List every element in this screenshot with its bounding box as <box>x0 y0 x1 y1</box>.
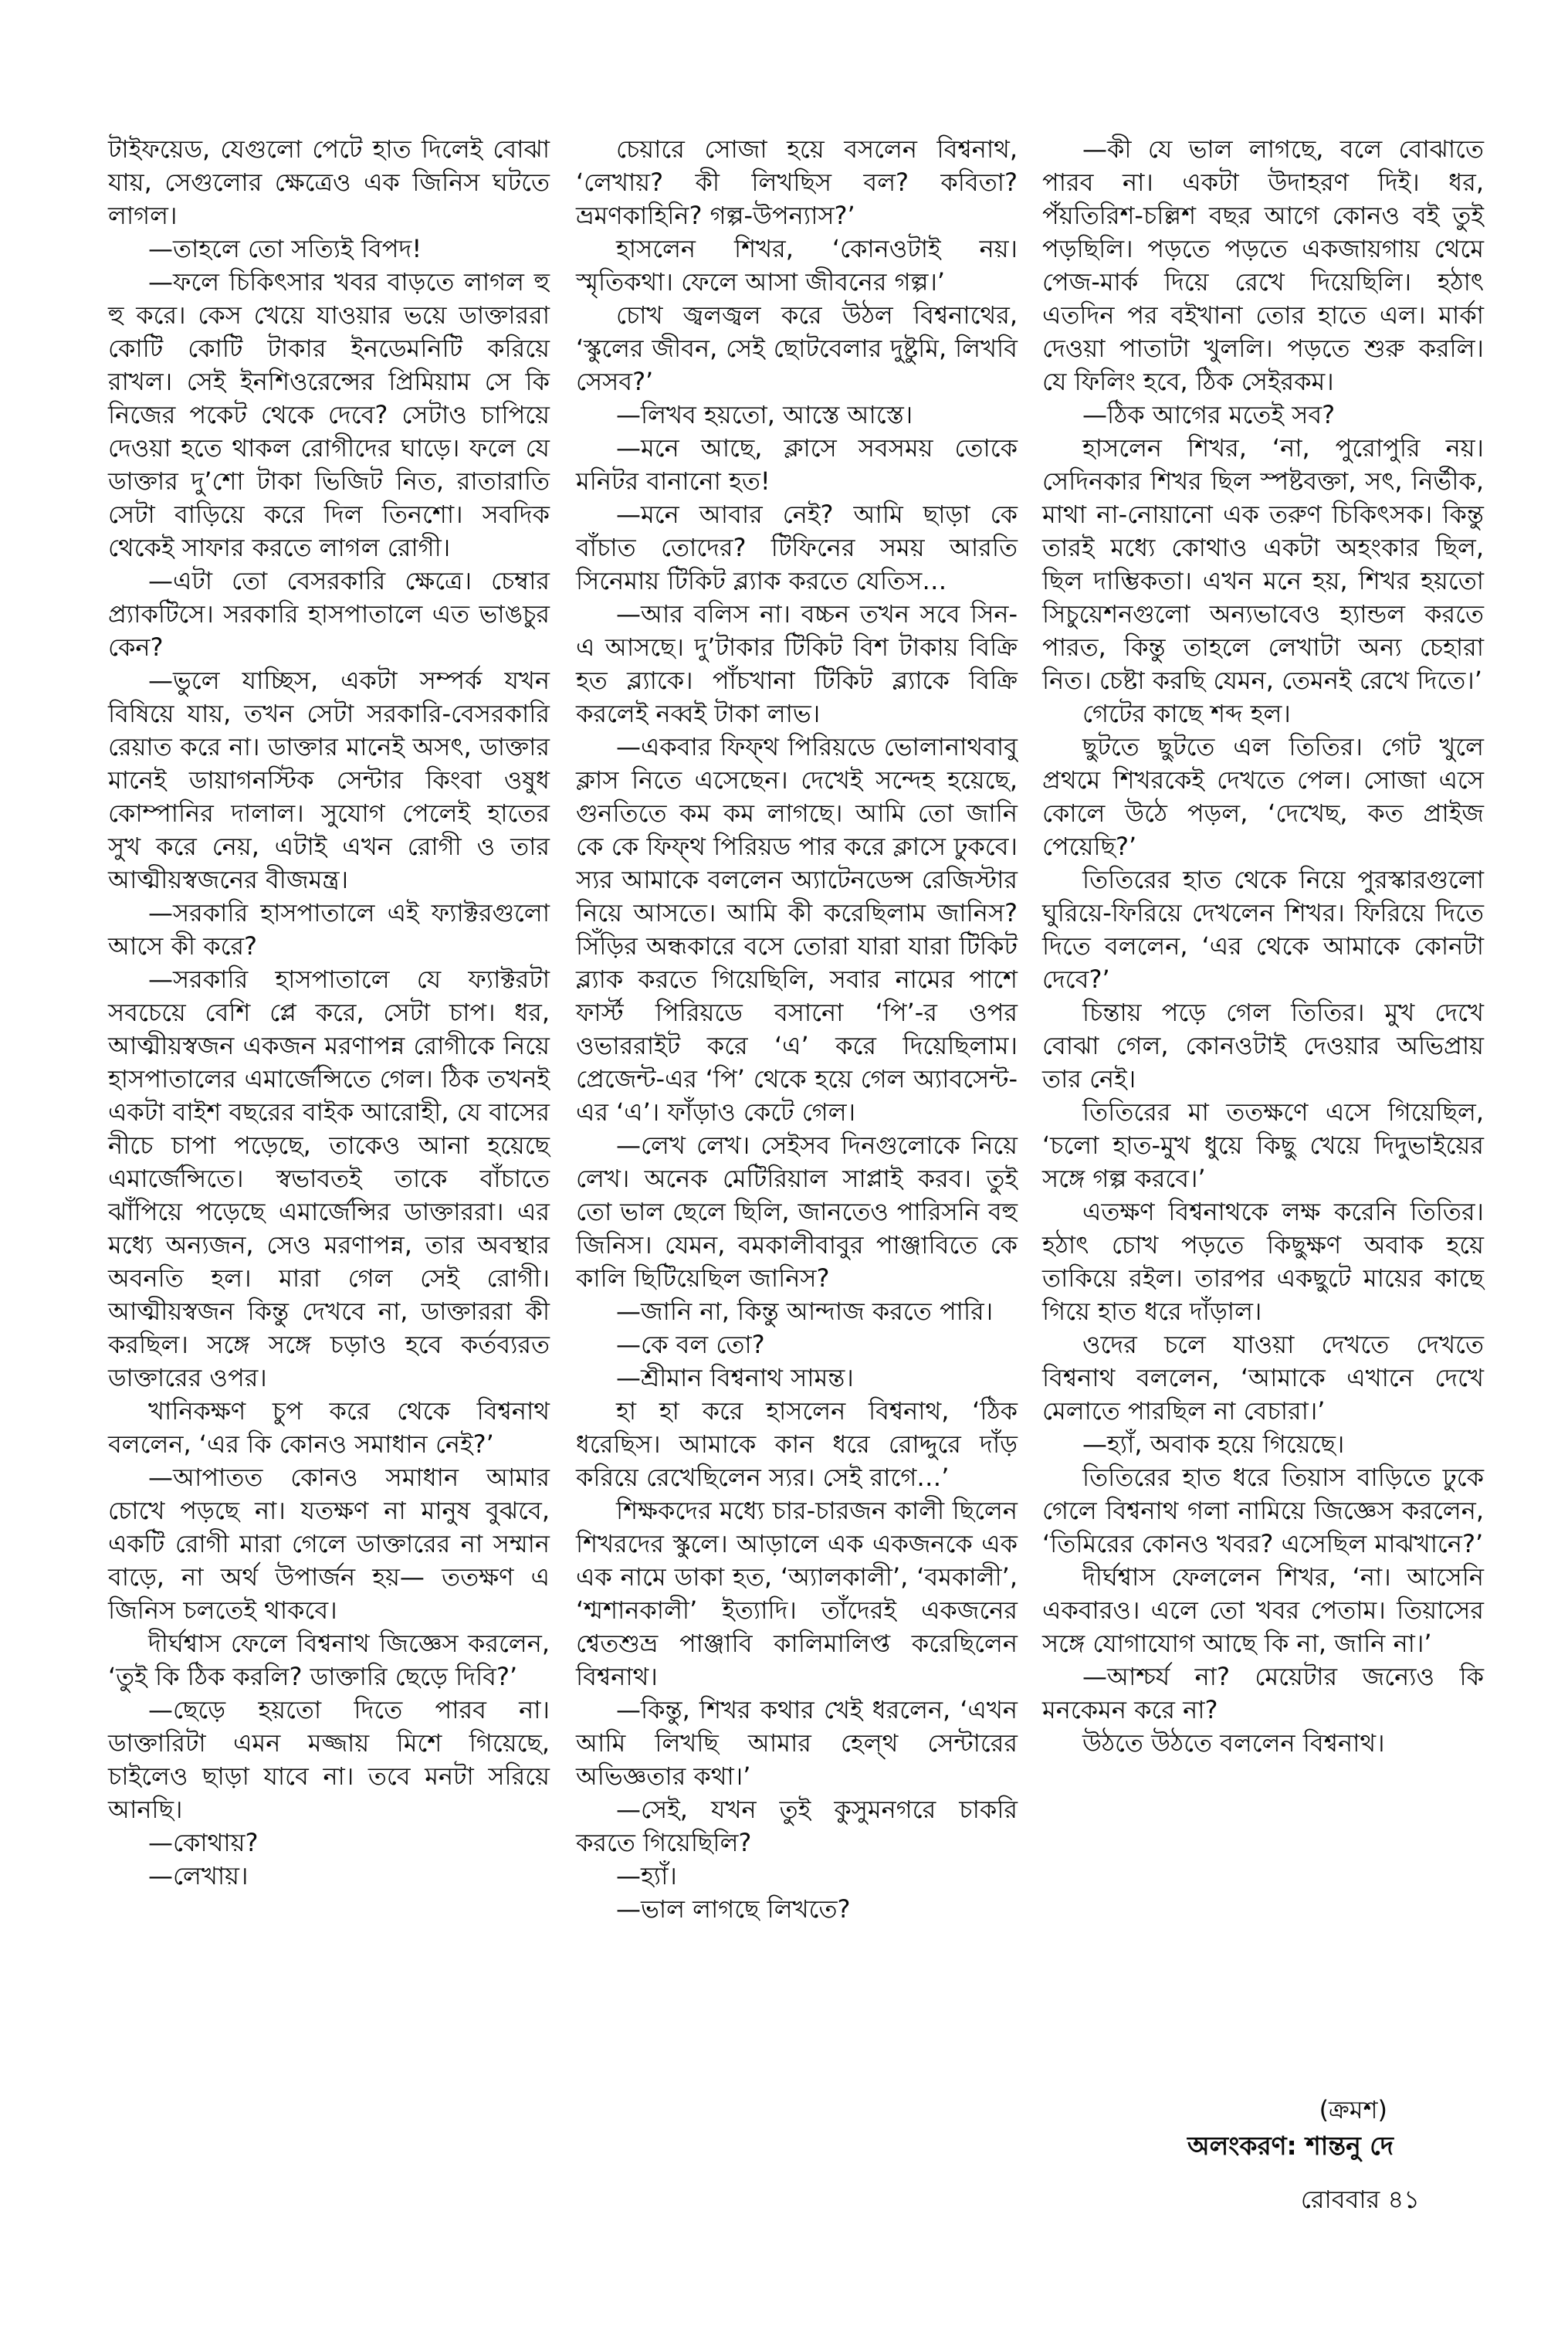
paragraph: —কে বল তো? <box>616 1330 765 1359</box>
paragraph: —ভুলে যাচ্ছিস, একটা সম্পর্ক যখন বিষিয়ে যায়, তখন সেটা সরকারি-বেসরকারি রেয়াত করে না। ডাক্তার মানেই অসৎ, ডাক্তার মানেই ডায়াগনস্টিক সেন্টার কিংবা ওষুধ কোম্পানির দালাল। সুযোগ পেলেই হাতের সুখ করে নেয়, এটাই এখন রোগী ও তার আত্মীয়স্বজনের বীজমন্ত্র। <box>108 666 550 894</box>
paragraph: —মনে আছে, ক্লাসে সবসময় তোকে মনিটর বানানো হত! <box>576 433 1018 496</box>
paragraph: —জানি না, কিন্তু আন্দাজ করতে পারি। <box>616 1297 994 1326</box>
paragraph: চোখ জ্বলজ্বল করে উঠল বিশ্বনাথের, ‘স্কুলের জীবন, সেই ছোটবেলার দুষ্টুমি, লিখবি সেসব?’ <box>576 300 1018 396</box>
paragraph: শিক্ষকদের মধ্যে চার-চারজন কালী ছিলেন শিখরদের স্কুলে। আড়ালে এক একজনকে এক এক নামে ডাকা হত, ‘অ্যালকালী’, ‘বমকালী’, ‘শ্মশানকালী’ ইত্যাদি। তাঁদেরই একজনের শ্বেতশুভ্র পাঞ্জাবি কালিমালিপ্ত করেছিলেন বিশ্বনাথ। <box>576 1496 1018 1691</box>
paragraph: এতক্ষণ বিশ্বনাথকে লক্ষ করেনি তিতির। হঠাৎ চোখ পড়তে কিছুক্ষণ অবাক হয়ে তাকিয়ে রইল। তারপর একছুটে মায়ের কাছে গিয়ে হাত ধরে দাঁড়াল। <box>1042 1197 1484 1326</box>
paragraph: —ফলে চিকিৎসার খবর বাড়তে লাগল হু হু করে। কেস খেয়ে যাওয়ার ভয়ে ডাক্তাররা কোটি কোটি টাকার ইনডেমনিটি করিয়ে রাখল। সেই ইনশিওরেন্সের প্রিমিয়াম সে কি নিজের পকেট থেকে দেবে? সেটাও চাপিয়ে দেওয়া হতে থাকল রোগীদের ঘাড়ে। ফলে যে ডাক্তার দু’শো টাকা ভিজিট নিত, রাতারাতি সেটা বাড়িয়ে করে দিল তিনশো। সবদিক থেকেই সাফার করতে লাগল রোগী। <box>108 267 550 562</box>
paragraph: —লেখ লেখ। সেইসব দিনগুলোকে নিয়ে লেখ। অনেক মেটিরিয়াল সাপ্লাই করব। তুই তো ভাল ছেলে ছিলি, জানতেও পারিসনি বহু জিনিস। যেমন, বমকালীবাবুর পাঞ্জাবিতে কে কালি ছিটিয়েছিল জানিস? <box>576 1131 1018 1293</box>
paragraph: হাসলেন শিখর, ‘কোনওটাই নয়। স্মৃতিকথা। ফেলে আসা জীবনের গল্প।’ <box>576 234 1018 297</box>
paragraph: —ঠিক আগের মতেই সব? <box>1082 400 1336 429</box>
paragraph: খানিকক্ষণ চুপ করে থেকে বিশ্বনাথ বললেন, ‘এর কি কোনও সমাধান নেই?’ <box>108 1396 550 1459</box>
text-column-3 <box>1042 133 1484 1760</box>
paragraph: তিতিরের মা ততক্ষণে এসে গিয়েছিল, ‘চলো হাত-মুখ ধুয়ে কিছু খেয়ে দিদুভাইয়ের সঙ্গে গল্প করবে।’ <box>1042 1097 1484 1193</box>
text-column-2 <box>576 133 1018 1926</box>
paragraph: হাসলেন শিখর, ‘না, পুরোপুরি নয়। সেদিনকার শিখর ছিল স্পষ্টবক্তা, সৎ, নির্ভীক, মাথা না-নোয়ানো এক তরুণ চিকিৎসক। কিন্তু তারই মধ্যে কোথাও একটা অহংকার ছিল, ছিল দাম্ভিকতা। এখন মনে হয়, শিখর হয়তো সিচুয়েশনগুলো অন্যভাবেও হ্যান্ডল করতে পারত, কিন্তু তাহলে লেখাটা অন্য চেহারা নিত। চেষ্টা করছি যেমন, তেমনই রেখে দিতে।’ <box>1042 433 1484 695</box>
paragraph: —হ্যাঁ। <box>616 1861 677 1890</box>
paragraph: চেয়ারে সোজা হয়ে বসলেন বিশ্বনাথ, ‘লেখায়? কী লিখছিস বল? কবিতা? ভ্রমণকাহিনি? গল্প-উপন্যাস?’ <box>576 134 1018 230</box>
paragraph: —কিন্তু, শিখর কথার খেই ধরলেন, ‘এখন আমি লিখছি আমার হেল্‌থ সেন্টারের অভিজ্ঞতার কথা।’ <box>576 1695 1018 1791</box>
paragraph: দীর্ঘশ্বাস ফেলে বিশ্বনাথ জিজ্ঞেস করলেন, ‘তুই কি ঠিক করলি? ডাক্তারি ছেড়ে দিবি?’ <box>108 1629 550 1691</box>
paragraph: —আর বলিস না। বচ্চন তখন সবে সিন-এ আসছে। দু’টাকার টিকিট বিশ টাকায় বিক্রি হত ব্ল্যাকে। পাঁচখানা টিকিট ব্ল্যাকে বিক্রি করলেই নব্বই টাকা লাভ। <box>576 599 1018 728</box>
paragraph: —এটা তো বেসরকারি ক্ষেত্রে। চেম্বার প্র্যাকটিসে। সরকারি হাসপাতালে এত ভাঙচুর কেন? <box>108 566 550 662</box>
paragraph: —ছেড়ে হয়তো দিতে পারব না। ডাক্তারিটা এমন মজ্জায় মিশে গিয়েছে, চাইলেও ছাড়া যাবে না। তবে মনটা সরিয়ে আনছি। <box>108 1695 550 1824</box>
page-folio: রোববার ৪১ <box>1300 2185 1420 2214</box>
text-column-1 <box>108 133 550 1893</box>
paragraph: —কোথায়? <box>148 1828 259 1857</box>
paragraph: —কী যে ভাল লাগছে, বলে বোঝাতে পারব না। একটা উদাহরণ দিই। ধর, পঁয়তিরিশ-চল্লিশ বছর আগে কোনও বই তুই পড়ছিলি। পড়তে পড়তে একজায়গায় থেমে পেজ-মার্ক দিয়ে রেখে দিয়েছিলি। হঠাৎ এতদিন পর বইখানা তোর হাতে এল। মার্কা দেওয়া পাতাটা খুললি। পড়তে শুরু করলি। যে ফিলিং হবে, ঠিক সেইরকম। <box>1042 134 1484 396</box>
paragraph: —লিখব হয়তো, আস্তে আস্তে। <box>616 400 913 429</box>
illustration-credit: অলংকরণ: শান্তনু দে <box>1187 2131 1394 2161</box>
paragraph: —ভাল লাগছে লিখতে? <box>616 1894 851 1924</box>
paragraph: ছুটতে ছুটতে এল তিতির। গেট খুলে প্রথমে শিখরকেই দেখতে পেল। সোজা এসে কোলে উঠে পড়ল, ‘দেখেছ, কত প্রাইজ পেয়েছি?’ <box>1042 732 1484 861</box>
paragraph: উঠতে উঠতে বললেন বিশ্বনাথ। <box>1082 1728 1385 1758</box>
paragraph: —সরকারি হাসপাতালে যে ফ্যাক্টরটা সবচেয়ে বেশি প্লে করে, সেটা চাপ। ধর, আত্মীয়স্বজন একজন মরণাপন্ন রোগীকে নিয়ে হাসপাতালের এমার্জেন্সিতে গেল। ঠিক তখনই একটা বাইশ বছরের বাইক আরোহী, যে বাসের নীচে চাপা পড়েছে, তাকেও আনা হয়েছে এমার্জেন্সিতে। স্বভাবতই তাকে বাঁচাতে ঝাঁপিয়ে পড়েছে এমার্জেন্সির ডাক্তাররা। এর মধ্যে অন্যজন, সেও মরণাপন্ন, তার অবস্থার অবনতি হল। মারা গেল সেই রোগী। আত্মীয়স্বজন কিন্তু দেখবে না, ডাক্তাররা কী করছিল। সঙ্গে সঙ্গে চড়াও হবে কর্তব্যরত ডাক্তারের ওপর। <box>108 965 550 1392</box>
paragraph: ওদের চলে যাওয়া দেখতে দেখতে বিশ্বনাথ বললেন, ‘আমাকে এখানে দেখে মেলাতে পারছিল না বেচারা।’ <box>1042 1330 1484 1426</box>
paragraph: —হ্যাঁ, অবাক হয়ে গিয়েছে। <box>1082 1429 1345 1459</box>
paragraph: চিন্তায় পড়ে গেল তিতির। মুখ দেখে বোঝা গেল, কোনওটাই দেওয়ার অভিপ্রায় তার নেই। <box>1042 998 1484 1093</box>
paragraph: তিতিরের হাত থেকে নিয়ে পুরস্কারগুলো ঘুরিয়ে-ফিরিয়ে দেখলেন শিখর। ফিরিয়ে দিতে দিতে বললেন, ‘এর থেকে আমাকে কোনটা দেবে?’ <box>1042 865 1484 994</box>
paragraph: —শ্রীমান বিশ্বনাথ সামন্ত। <box>616 1363 854 1392</box>
paragraph: —আশ্চর্য না? মেয়েটার জন্যেও কি মনকেমন করে না? <box>1042 1662 1484 1724</box>
paragraph: —একবার ফিফ্‌থ পিরিয়ডে ভোলানাথবাবু ক্লাস নিতে এসেছেন। দেখেই সন্দেহ হয়েছে, গুনতিতে কম কম লাগছে। আমি তো জানি কে কে ফিফ্‌থ পিরিয়ড পার করে ক্লাসে ঢুকবে। স্যর আমাকে বললেন অ্যাটেনডেন্স রেজিস্টার নিয়ে আসতে। আমি কী করেছিলাম জানিস? সিঁড়ির অন্ধকারে বসে তোরা যারা যারা টিকিট ব্ল্যাক করতে গিয়েছিলি, সবার নামের পাশে ফার্স্ট পিরিয়ডে বসানো ‘পি’-র ওপর ওভাররাইট করে ‘এ’ করে দিয়েছিলাম। প্রেজেন্ট-এর ‘পি’ থেকে হয়ে গেল অ্যাবসেন্ট-এর ‘এ’। ফাঁড়াও কেটে গেল। <box>576 732 1018 1127</box>
paragraph: গেটের কাছে শব্দ হল। <box>1082 699 1291 728</box>
paragraph: তিতিরের হাত ধরে তিয়াস বাড়িতে ঢুকে গেলে বিশ্বনাথ গলা নামিয়ে জিজ্ঞেস করলেন, ‘তিমিরের কোনও খবর? এসেছিল মাঝখানে?’ <box>1042 1463 1484 1558</box>
paragraph: —আপাতত কোনও সমাধান আমার চোখে পড়ছে না। যতক্ষণ না মানুষ বুঝবে, একটি রোগী মারা গেলে ডাক্তারের না সম্মান বাড়ে, না অর্থ উপার্জন হয়— ততক্ষণ এ জিনিস চলতেই থাকবে। <box>108 1463 550 1625</box>
paragraph: —মনে আবার নেই? আমি ছাড়া কে বাঁচাত তোদের? টিফিনের সময় আরতি সিনেমায় টিকিট ব্ল্যাক করতে যেতিস… <box>576 500 1018 595</box>
paragraph: —সেই, যখন তুই কুসুমনগরে চাকরি করতে গিয়েছিলি? <box>576 1795 1018 1857</box>
paragraph: —সরকারি হাসপাতালে এই ফ্যাক্টরগুলো আসে কী করে? <box>108 898 550 961</box>
continued-marker: (ক্রমশ) <box>1319 2095 1387 2124</box>
paragraph: দীর্ঘশ্বাস ফেললেন শিখর, ‘না। আসেনি একবারও। এলে তো খবর পেতাম। তিয়াসের সঙ্গে যোগাযোগ আছে কি না, জানি না।’ <box>1042 1562 1484 1658</box>
paragraph: —লেখায়। <box>148 1861 249 1890</box>
paragraph: হা হা করে হাসলেন বিশ্বনাথ, ‘ঠিক ধরেছিস। আমাকে কান ধরে রোদ্দুরে দাঁড় করিয়ে রেখেছিলেন স্যর। সেই রাগে…’ <box>576 1396 1018 1492</box>
paragraph: —তাহলে তো সত্যিই বিপদ! <box>148 234 422 263</box>
paragraph: টাইফয়েড, যেগুলো পেটে হাত দিলেই বোঝা যায়, সেগুলোর ক্ষেত্রেও এক জিনিস ঘটতে লাগল। <box>108 134 550 230</box>
